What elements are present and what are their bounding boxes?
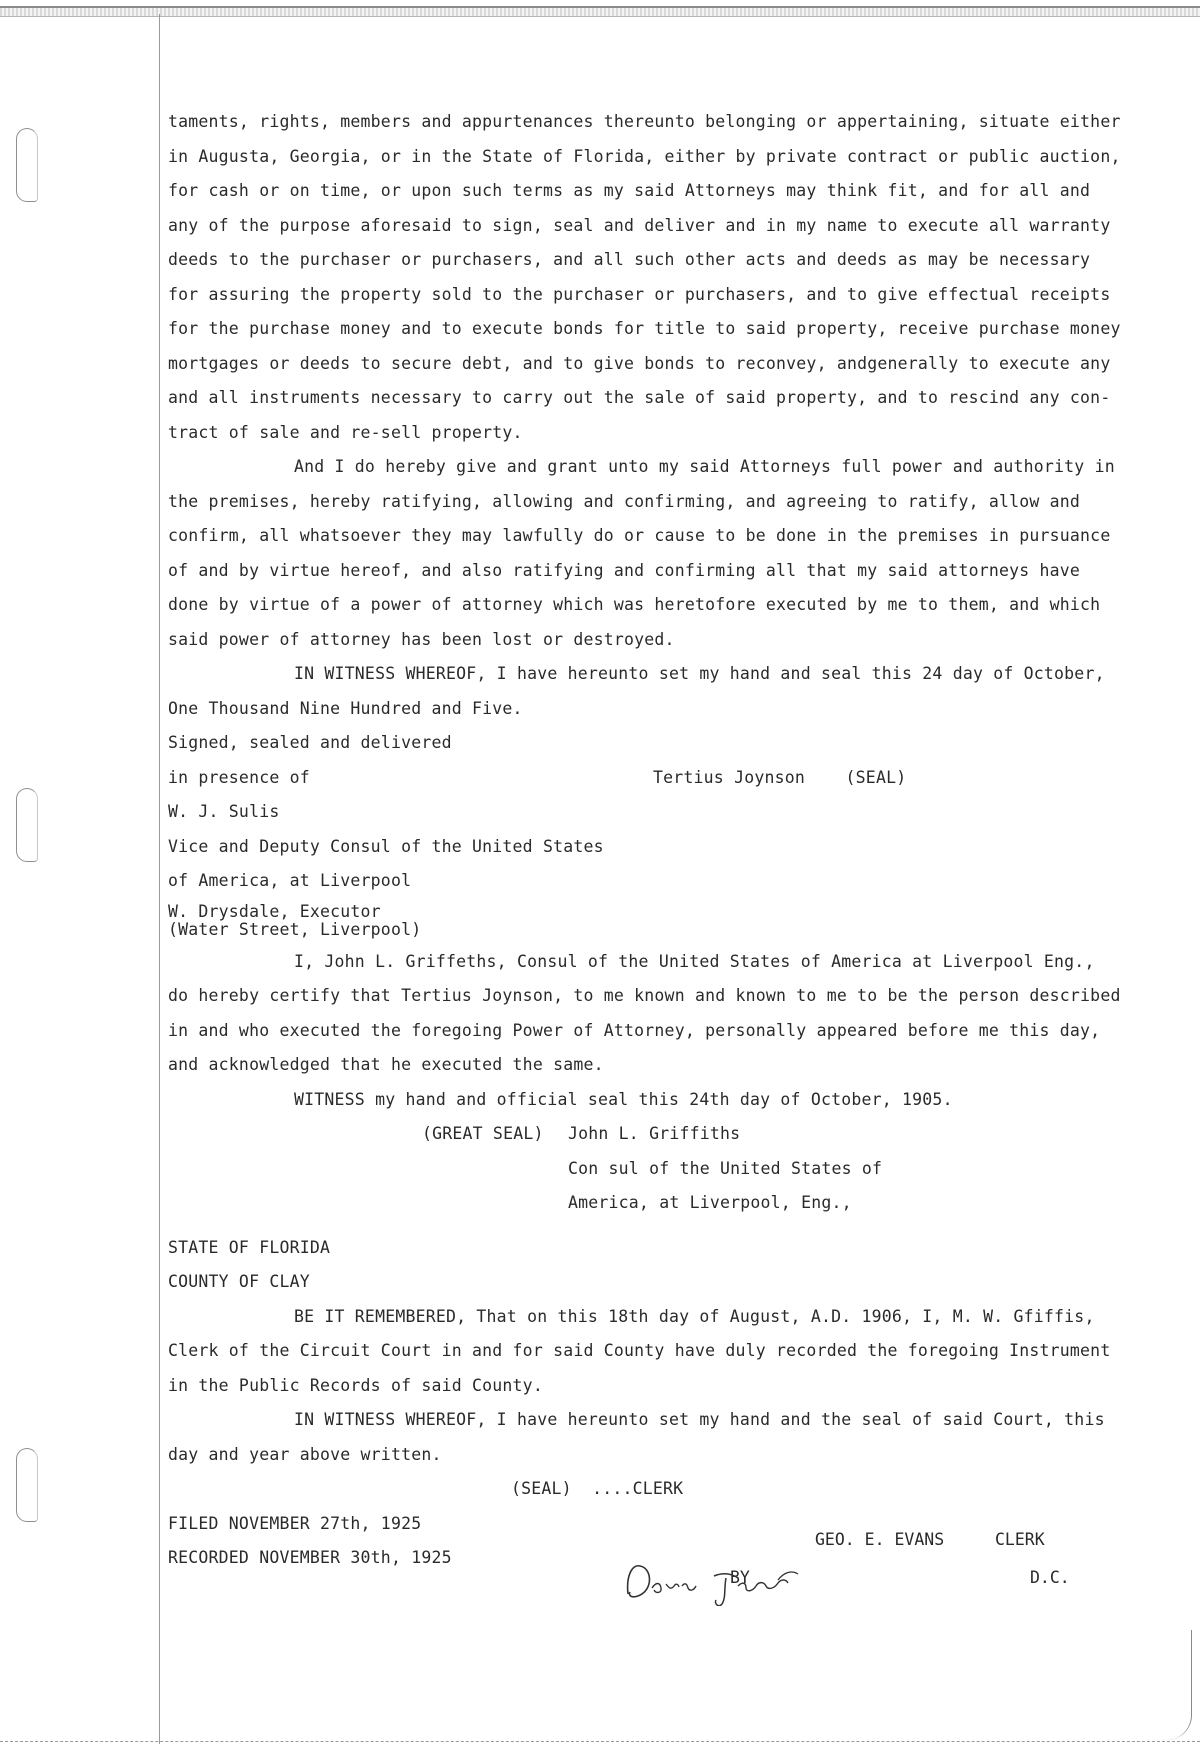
state-heading: STATE OF FLORIDA (168, 1237, 331, 1257)
page-bottom-border (0, 1741, 1200, 1742)
county-recording (168, 1231, 1168, 1507)
consul-title: America, at Liverpool, Eng., (568, 1193, 852, 1212)
text-line: done by virtue of a power of attorney which was heretofore executed by me to them, and which (168, 595, 1101, 614)
binder-hole-bottom (16, 1448, 38, 1522)
executor-line: W. Drysdale, Executor (168, 901, 381, 921)
text-line: mortgages or deeds to secure debt, and to give bonds to reconvey, andgenerally to execute any (168, 353, 1111, 373)
page-corner-curl (1167, 1630, 1192, 1740)
filed-date: FILED NOVEMBER 27th, 1925 (168, 1513, 422, 1533)
power-of-attorney-paragraph-1 (168, 105, 1168, 450)
text-line: day and year above written. (168, 1444, 442, 1464)
text-line: deeds to the purchaser or purchasers, and all such other acts and deeds as may be necessary (168, 250, 1091, 269)
text-line: for the purchase money and to execute bonds for title to said property, receive purchase money (168, 319, 1121, 338)
great-seal-row (168, 1117, 1168, 1152)
text-line: One Thousand Nine Hundred and Five. (168, 698, 523, 718)
presence-signature-row (168, 761, 1168, 796)
text-line: confirm, all whatsoever they may lawfully do or cause to be done in the premises in pursuance (168, 526, 1111, 545)
deputy-clerk-label: D.C. (1030, 1568, 1070, 1587)
signed-sealed-line: Signed, sealed and delivered (168, 733, 452, 752)
text-line: do hereby certify that Tertius Joynson, to me known and known to me to be the person described (168, 986, 1121, 1005)
recorded-date: RECORDED NOVEMBER 30th, 1925 (168, 1548, 452, 1567)
county-heading: COUNTY OF CLAY (168, 1272, 310, 1291)
consul-title: Con sul of the United States of (568, 1158, 883, 1178)
text-line: any of the purpose aforesaid to sign, seal and deliver and in my name to execute all warranty (168, 215, 1111, 235)
in-presence-label: in presence of (168, 767, 310, 787)
text-line: tract of sale and re-sell property. (168, 422, 523, 442)
text-line: and all instruments necessary to carry out the sale of said property, and to rescind any con- (168, 388, 1111, 407)
consul-certificate (168, 945, 1168, 1118)
text-line: for assuring the property sold to the purchaser or purchasers, and to give effectual receipts (168, 284, 1111, 304)
clerk-name: GEO. E. EVANS (815, 1530, 945, 1549)
ratification-paragraph (168, 450, 1168, 657)
text-line: taments, rights, members and appurtenances thereunto belonging or appertaining, situate either (168, 112, 1121, 131)
page-top-border (0, 6, 1200, 17)
executor-address: (Water Street, Liverpool) (168, 919, 422, 939)
text-line: I, John L. Griffeths, Consul of the United States of America at Liverpool Eng., (294, 951, 1095, 971)
text-line: in the Public Records of said County. (168, 1375, 543, 1395)
witness-clause (168, 657, 1168, 726)
text-line: WITNESS my hand and official seal this 24th day of October, 1905. (294, 1089, 953, 1109)
left-margin-line (159, 14, 160, 1744)
text-line: IN WITNESS WHEREOF, I have hereunto set my hand and the seal of said Court, this (294, 1410, 1105, 1429)
text-line: Clerk of the Circuit Court in and for said County have duly recorded the foregoing Instrument (168, 1341, 1111, 1360)
text-line: the premises, hereby ratifying, allowing and confirming, and agreeing to ratify, allow and (168, 491, 1081, 511)
principal-signature: Tertius Joynson (SEAL) (653, 767, 907, 787)
text-line: And I do hereby give and grant unto my said Attorneys full power and authority in (294, 457, 1115, 476)
consul-signature-block (168, 1117, 1168, 1221)
text-line: and acknowledged that he executed the same. (168, 1055, 604, 1074)
consul-name: John L. Griffiths (568, 1124, 741, 1143)
deputy-clerk-signature (618, 1556, 818, 1606)
binder-hole-middle (16, 788, 38, 862)
text-line: in and who executed the foregoing Power of Attorney, personally appeared before me this day, (168, 1020, 1101, 1040)
text-line: for cash or on time, or upon such terms as my said Attorneys may think fit, and for all and (168, 181, 1091, 200)
clerk-title: CLERK (995, 1530, 1045, 1549)
witness-title: Vice and Deputy Consul of the United States (168, 836, 604, 856)
text-line: of and by virtue hereof, and also ratifying and confirming all that my said attorneys have (168, 560, 1081, 580)
witness-list (168, 795, 1168, 939)
witness-name: W. J. Sulis (168, 802, 280, 821)
great-seal-label: (GREAT SEAL) (422, 1124, 544, 1143)
text-line: in Augusta, Georgia, or in the State of Florida, either by private contract or public auction, (168, 146, 1121, 166)
court-seal-clerk: (SEAL) ....CLERK (511, 1479, 684, 1498)
text-line: said power of attorney has been lost or destroyed. (168, 629, 675, 649)
by-label: BY (730, 1568, 750, 1587)
document-body (168, 105, 1168, 1576)
handwritten-signature-icon (618, 1556, 818, 1606)
text-line: IN WITNESS WHEREOF, I have hereunto set my hand and seal this 24 day of October, (294, 664, 1105, 683)
binder-hole-top (16, 128, 38, 202)
text-line: BE IT REMEMBERED, That on this 18th day of August, A.D. 1906, I, M. W. Gfiffis, (294, 1306, 1095, 1326)
witness-title: of America, at Liverpool (168, 871, 412, 890)
